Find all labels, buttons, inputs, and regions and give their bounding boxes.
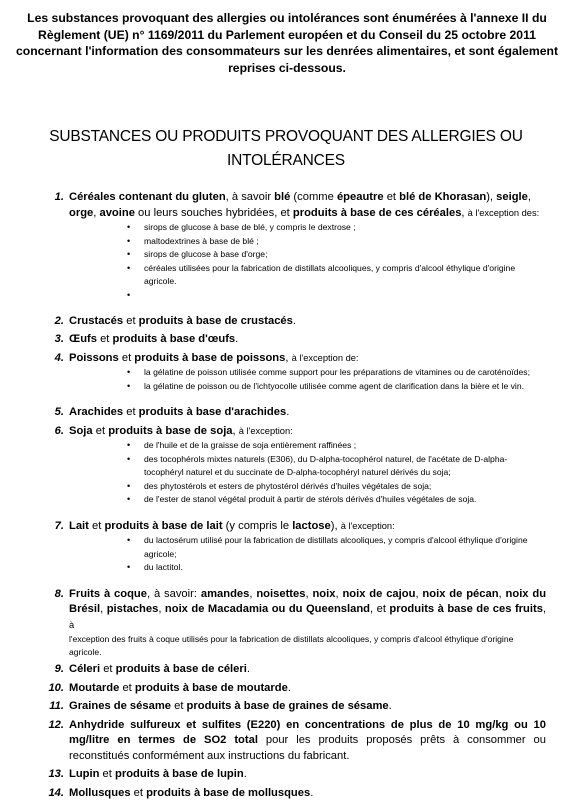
- text-segment: ),: [486, 191, 497, 203]
- bold-term: produits à base d'arachides: [138, 406, 287, 418]
- bold-term: amandes: [200, 587, 250, 600]
- text-segment: ,: [498, 587, 506, 600]
- item-number: 1.: [54, 191, 64, 203]
- text-segment: ,: [285, 351, 292, 364]
- bold-term: noix de cajou: [342, 587, 416, 600]
- bold-term: orge: [69, 206, 94, 219]
- bold-term: avoine: [99, 206, 135, 219]
- item-text: [69, 786, 546, 802]
- item-number: 5.: [54, 406, 64, 418]
- exception-item: • des phytostérols et esters de phytostérol dérivés d'huiles végétales de soja;: [127, 480, 546, 494]
- item-text: [69, 424, 546, 440]
- bold-term: produits à base de mollusques: [146, 786, 311, 799]
- text-segment: et: [118, 351, 135, 364]
- item-text: [69, 519, 546, 535]
- item-number: 6.: [54, 424, 64, 437]
- bold-term: Lupin: [69, 768, 100, 780]
- bold-term: Moutarde: [69, 681, 120, 694]
- bold-term: Céleri: [69, 663, 101, 675]
- item-text: [69, 587, 546, 634]
- exception-item: • céréales utilisées pour la fabrication de distillats alcooliques, y compris d'alcool éthylique d'origine agricole.: [127, 262, 546, 289]
- list-item: [0, 519, 572, 575]
- item-text: [69, 314, 546, 330]
- item-number: 4.: [54, 351, 64, 364]
- bold-term: Lait: [69, 519, 89, 532]
- exception-item: • du lactitol.: [127, 561, 546, 575]
- item-text: [69, 190, 546, 221]
- bold-term: produits à base de poissons: [134, 351, 286, 364]
- item-text: [69, 351, 546, 367]
- text-segment: à l'exception des:: [467, 207, 540, 218]
- bold-term: produits à base de lait: [104, 519, 223, 532]
- text-segment: (comme: [290, 191, 337, 203]
- text-segment: .: [292, 314, 296, 327]
- text-segment: ou leurs souches hybridées, et: [134, 206, 293, 219]
- bold-term: produits à base de graines de sésame: [186, 700, 389, 712]
- bold-term: noix de pécan: [422, 587, 499, 600]
- list-item: [0, 405, 572, 421]
- bold-term: produits à base de crustacés: [138, 314, 293, 327]
- bold-term: Graines de sésame: [69, 700, 171, 712]
- list-item: [0, 699, 572, 715]
- text-segment: , à savoir: [225, 191, 275, 203]
- text-segment: à l'exception:: [238, 425, 293, 436]
- item-number: 10.: [48, 681, 64, 694]
- bold-term: produits à base de lupin: [115, 768, 244, 780]
- item-text: [69, 767, 546, 783]
- item-text: [69, 699, 546, 715]
- exception-item: • de l'huile et de la graisse de soja entièrement raffinées ;: [127, 439, 546, 453]
- bold-term: blé de Khorasan: [399, 191, 487, 203]
- bold-term: Crustacés: [69, 314, 124, 327]
- text-segment: .: [235, 333, 239, 345]
- list-item: [0, 424, 572, 507]
- list-item: [0, 332, 572, 348]
- text-segment: pour les produits proposés prêts à consommer ou reconstitués conformément aux instructions du fabricant.: [69, 734, 546, 762]
- text-segment: à l'exception:: [340, 520, 395, 531]
- item-text: [69, 681, 546, 697]
- text-segment: ,: [415, 587, 423, 600]
- text-segment: et: [130, 786, 147, 799]
- item-text: [69, 332, 546, 348]
- exception-list: [127, 221, 546, 302]
- bold-term: produits à base de ces céréales: [292, 206, 462, 219]
- exception-item: • sirops de glucose à base de blé, y compris le dextrose ;: [127, 221, 546, 235]
- exception-item: • maltodextrines à base de blé ;: [127, 235, 546, 249]
- bold-term: produits à base de moutarde: [134, 681, 288, 694]
- text-segment: ,: [93, 206, 100, 219]
- text-segment: ,: [305, 587, 313, 600]
- list-item: [0, 587, 572, 660]
- item-number: 9.: [54, 663, 64, 675]
- text-segment: ),: [330, 519, 341, 532]
- exception-item: • la gélatine de poisson ou de l'ichtyocolle utilisée comme agent de clarification dans la bière et le vin.: [127, 380, 546, 394]
- text-segment: et: [171, 700, 187, 712]
- text-segment: et: [88, 519, 105, 532]
- text-segment: et: [96, 333, 113, 345]
- text-segment: et: [383, 191, 400, 203]
- text-segment: ,: [158, 603, 165, 615]
- text-segment: ,: [249, 587, 257, 600]
- bold-term: produits à base de céleri: [115, 663, 247, 675]
- bold-term: produits à base de ces fruits: [389, 603, 543, 615]
- text-segment: .: [243, 768, 247, 780]
- exception-item: • des tocophérols mixtes naturels (E306), du D-alpha-tocophérol naturel, de l'acétate de D-alpha-tocophéryl naturel et du succinate de D-alpha-tocophéryl naturel dérivés du soja;: [127, 453, 546, 480]
- item-number: 2.: [54, 314, 64, 327]
- list-item: [0, 786, 572, 802]
- text-segment: ,: [335, 587, 343, 600]
- text-segment: .: [286, 406, 290, 418]
- bold-term: pistaches: [106, 603, 159, 615]
- text-segment: à: [69, 619, 75, 630]
- item-text: [69, 405, 546, 421]
- bold-term: blé: [274, 191, 291, 203]
- exception-item: • sirops de glucose à base d'orge;: [127, 248, 546, 262]
- text-segment: .: [310, 786, 314, 799]
- bold-term: noix du Brésil: [69, 587, 547, 615]
- bold-term: noix de Macadamia ou du Queensland: [164, 603, 371, 615]
- text-segment: et: [92, 424, 109, 437]
- bold-term: Arachides: [69, 406, 124, 418]
- item-number: 14.: [48, 786, 64, 799]
- exception-list: [127, 534, 546, 575]
- text-segment: et: [123, 406, 139, 418]
- text-segment: et: [99, 768, 115, 780]
- bold-term: produits à base d'œufs: [112, 333, 236, 345]
- text-segment: .: [388, 700, 392, 712]
- list-item: [0, 767, 572, 783]
- page-title: SUBSTANCES OU PRODUITS PROVOQUANT DES ALLERGIES OU INTOLÉRANCES: [49, 128, 523, 169]
- text-segment: ,: [542, 603, 547, 615]
- bold-term: lactose: [292, 519, 331, 532]
- item-text: [69, 718, 546, 765]
- text-segment: et: [100, 663, 116, 675]
- list-item: [0, 314, 572, 330]
- exception-item: • du lactosérum utilisé pour la fabrication de distillats alcooliques, y compris d'alcool éthylique d'origine agricole;: [127, 534, 546, 561]
- text-segment: .: [287, 681, 291, 694]
- intro-paragraph: Les substances provoquant des allergies ou intolérances sont énumérées à l'annexe II du Règlement (UE) n° 1169/2011 du Parlement européen et du Conseil du 25 octobre 2011 concernant l'information des consommateurs sur les denrées alimentaires, et sont également reprises ci-dessous.: [15, 11, 559, 75]
- bold-term: Anhydride sulfureux et sulfites (E220) en concentrations de plus de 10 mg/kg ou 10 mg/litre en termes de SO2 total: [69, 718, 546, 746]
- text-segment: .: [246, 663, 250, 675]
- text-segment: ,: [100, 603, 107, 615]
- list-item: [0, 662, 572, 678]
- text-segment: ,: [461, 206, 468, 219]
- item-number: 12.: [48, 718, 64, 731]
- list-item: [0, 351, 572, 394]
- bold-term: seigle: [496, 191, 528, 203]
- item-number: 8.: [54, 587, 64, 600]
- text-segment: à l'exception de:: [291, 352, 359, 363]
- item-number: 11.: [49, 700, 64, 712]
- bold-term: Fruits à coque: [69, 587, 147, 600]
- item-number: 7.: [54, 519, 64, 532]
- list-item: [0, 190, 572, 302]
- bold-term: Œufs: [69, 333, 97, 345]
- text-segment: ,: [527, 191, 531, 203]
- item-number: 3.: [54, 333, 64, 345]
- list-item: [0, 681, 572, 697]
- list-item: [0, 718, 572, 765]
- bold-term: Mollusques: [69, 786, 131, 799]
- text-segment: ,: [232, 424, 239, 437]
- bold-term: produits à base de soja: [108, 424, 233, 437]
- item-number: 13.: [48, 768, 64, 780]
- text-segment: (y compris le: [222, 519, 293, 532]
- bold-term: Soja: [69, 424, 93, 437]
- bold-term: noix: [312, 587, 336, 600]
- item-text: [69, 662, 546, 678]
- text-segment: et: [123, 314, 139, 327]
- exception-list: [127, 366, 546, 393]
- text-segment: , à savoir:: [146, 587, 201, 600]
- bold-term: Poissons: [69, 351, 119, 364]
- text-segment: , et: [370, 603, 390, 615]
- bold-term: épeautre: [336, 191, 384, 203]
- text-segment: et: [119, 681, 135, 694]
- exception-note: l'exception des fruits à coque utilisés pour la fabrication de distillats alcooliques, y compris d'alcool éthylique d'origine agricole.: [69, 634, 514, 657]
- exception-item: • de l'ester de stanol végétal produit à partir de stérols dérivés d'huiles végétales de soja.: [127, 493, 546, 507]
- exception-list: [127, 439, 546, 507]
- bold-term: Céréales contenant du gluten: [69, 191, 226, 203]
- exception-item: • la gélatine de poisson utilisée comme support pour les préparations de vitamines ou de caroténoïdes;: [127, 366, 546, 380]
- bold-term: noisettes: [256, 587, 306, 600]
- exception-item: [127, 289, 546, 302]
- allergen-list: [0, 190, 572, 804]
